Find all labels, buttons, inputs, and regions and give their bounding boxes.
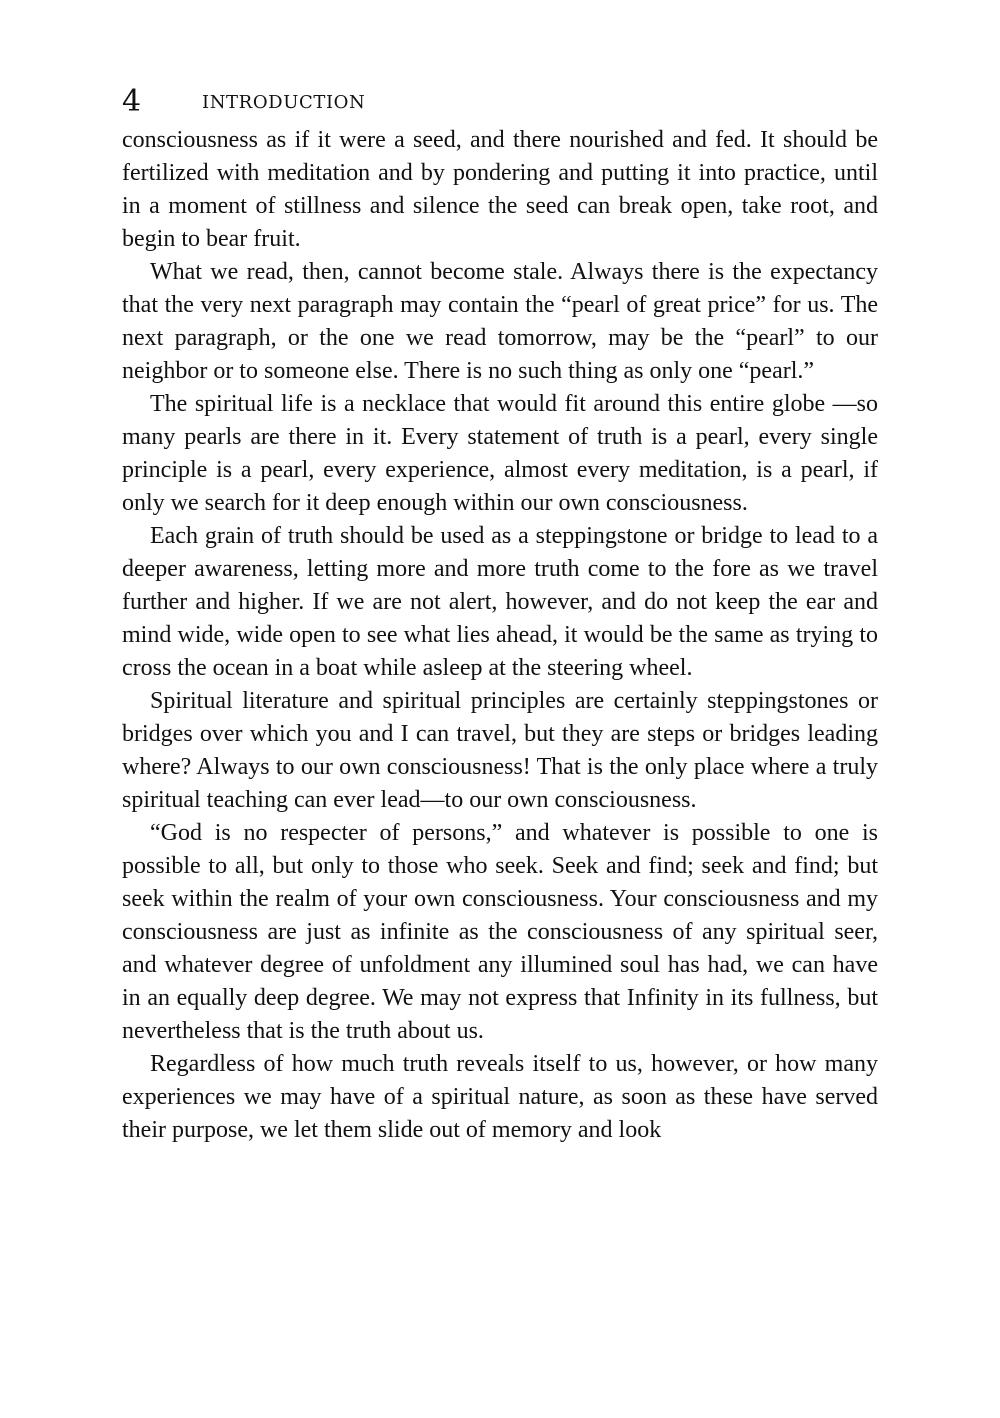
paragraph-2: What we read, then, cannot become stale. Always there is the expectancy that the very next paragraph may contain the “pearl of great price” for us. The next paragraph, or the one we read tomorrow, may be the “pearl” to our neighbor or to someone else. There is no such thing as only one “pearl.” <box>122 259 878 384</box>
body-text <box>122 124 878 1147</box>
paragraph-5: Spiritual literature and spiritual principles are certainly steppingstones or bridges over which you and I can travel, but they are steps or bridges leading where? Always to our own consciousness! That is the only place where a truly spiritual teaching can ever lead—to our own consciousness. <box>122 688 878 813</box>
section-title: INTRODUCTION <box>202 92 366 113</box>
paragraph-7: Regardless of how much truth reveals itself to us, however, or how many experiences we may have of a spiritual nature, as soon as these have served their purpose, we let them slide out of memory and look <box>122 1051 878 1143</box>
paragraph-6: “God is no respecter of persons,” and whatever is possible to one is possible to all, but only to those who seek. Seek and find; seek and find; but seek within the realm of your own consciousness. Your consciousness and my consciousness are just as infinite as the consciousness of any spiritual seer, and whatever degree of unfoldment any illumined soul has had, we can have in an equally deep degree. We may not express that Infinity in its fullness, but nevertheless that is the truth about us. <box>122 820 878 1044</box>
page-number: 4 <box>122 84 142 119</box>
paragraph-1: consciousness as if it were a seed, and there nourished and fed. It should be fertilized with meditation and by pondering and putting it into practice, until in a moment of stillness and silence the seed can break open, take root, and begin to bear fruit. <box>122 127 878 252</box>
paragraph-3: The spiritual life is a necklace that would fit around this entire globe —so many pearls are there in it. Every statement of truth is a pearl, every single principle is a pearl, every experience, almost every meditation, is a pearl, if only we search for it deep enough within our own consciousness. <box>122 391 878 516</box>
paragraph-4: Each grain of truth should be used as a steppingstone or bridge to lead to a deeper awareness, letting more and more truth come to the fore as we travel further and higher. If we are not alert, however, and do not keep the ear and mind wide, wide open to see what lies ahead, it would be the same as trying to cross the ocean in a boat while asleep at the steering wheel. <box>122 523 878 681</box>
